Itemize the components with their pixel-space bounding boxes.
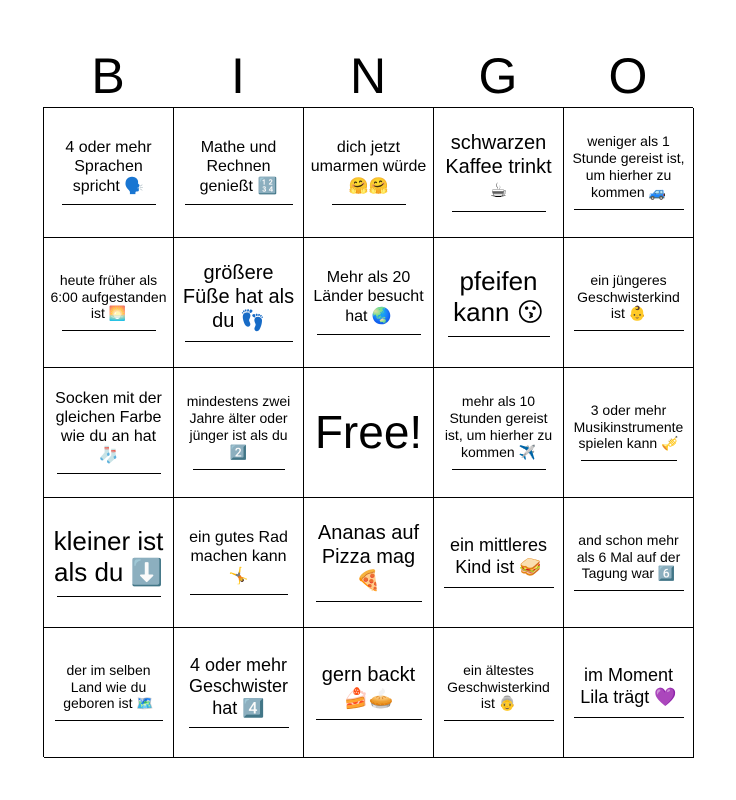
bingo-cell[interactable] <box>174 498 304 628</box>
bingo-cell[interactable] <box>44 628 174 758</box>
cell-text: Socken mit der gleichen Farbe wie du an hat 🧦 <box>55 389 162 465</box>
signature-line <box>574 590 684 591</box>
signature-line <box>55 720 163 721</box>
cell-text: kleiner ist als du ⬇️ <box>53 525 164 587</box>
bingo-cell[interactable] <box>434 238 564 368</box>
signature-line <box>57 596 161 597</box>
bingo-header <box>43 48 693 104</box>
signature-line <box>62 204 156 205</box>
cell-text: weniger als 1 Stunde gereist ist, um hierher zu kommen 🚙 <box>572 133 685 200</box>
cell-text: ein ältestes Geschwisterkind ist 👵 <box>447 661 550 712</box>
signature-line <box>57 473 161 474</box>
cell-text: ein jüngeres Geschwisterkind ist 👶 <box>577 271 680 322</box>
bingo-cell[interactable] <box>44 238 174 368</box>
header-letter-n: N <box>349 48 387 104</box>
signature-line <box>316 601 422 602</box>
bingo-cell[interactable] <box>564 498 694 628</box>
cell-text: pfeifen kann 😗 <box>453 265 544 327</box>
header-letter-o: O <box>608 48 648 104</box>
signature-line <box>574 209 684 210</box>
cell-text: Ananas auf Pizza mag 🍕 <box>317 522 420 592</box>
cell-text: mindestens zwei Jahre älter oder jünger ist als du 2️⃣ <box>186 393 291 460</box>
bingo-cell[interactable] <box>434 498 564 628</box>
cell-text: gern backt 🍰🥧 <box>321 664 416 710</box>
cell-text: Mathe und Rechnen genießt 🔢 <box>199 139 278 195</box>
signature-line <box>452 469 546 470</box>
cell-text: Mehr als 20 Länder besucht hat 🌏 <box>313 269 424 325</box>
bingo-cell[interactable] <box>434 108 564 238</box>
bingo-cell[interactable] <box>44 368 174 498</box>
bingo-cell[interactable] <box>564 238 694 368</box>
bingo-cell[interactable] <box>174 628 304 758</box>
cell-text: schwarzen Kaffee trinkt ☕ <box>445 132 552 202</box>
cell-text: 4 oder mehr Sprachen spricht 🗣️ <box>65 139 152 195</box>
signature-line <box>317 334 421 335</box>
bingo-cell[interactable] <box>174 238 304 368</box>
bingo-cell[interactable] <box>304 628 434 758</box>
bingo-grid <box>43 107 693 757</box>
header-letter-i: I <box>231 48 245 104</box>
cell-text: and schon mehr als 6 Mal auf der Tagung war 6️⃣ <box>576 531 681 582</box>
free-space[interactable] <box>304 368 434 498</box>
cell-text: der im selben Land wie du geboren ist 🗺️ <box>63 661 154 712</box>
signature-line <box>316 719 422 720</box>
cell-text: ein gutes Rad machen kann 🤸 <box>189 529 288 585</box>
bingo-cell[interactable] <box>304 238 434 368</box>
bingo-cell[interactable] <box>434 628 564 758</box>
signature-line <box>189 727 289 728</box>
bingo-cell[interactable] <box>564 108 694 238</box>
cell-text: größere Füße hat als du 👣 <box>182 262 295 332</box>
signature-line <box>444 587 554 588</box>
bingo-cell[interactable] <box>174 108 304 238</box>
bingo-cell[interactable] <box>304 108 434 238</box>
cell-text: heute früher als 6:00 aufgestanden ist 🌅 <box>50 271 167 322</box>
header-letter-b: B <box>91 48 125 104</box>
bingo-cell[interactable] <box>304 498 434 628</box>
header-letter-g: G <box>478 48 518 104</box>
cell-text: dich jetzt umarmen würde 🤗🤗 <box>310 139 427 195</box>
bingo-cell[interactable] <box>434 368 564 498</box>
bingo-cell[interactable] <box>44 498 174 628</box>
cell-text: 4 oder mehr Geschwister hat 4️⃣ <box>188 654 289 718</box>
signature-line <box>185 204 293 205</box>
cell-text: ein mittleres Kind ist 🥪 <box>449 535 548 577</box>
bingo-cell[interactable] <box>564 368 694 498</box>
signature-line <box>193 469 285 470</box>
signature-line <box>332 204 406 205</box>
free-space-label: Free! <box>314 405 423 458</box>
bingo-cell[interactable] <box>44 108 174 238</box>
signature-line <box>574 330 684 331</box>
signature-line <box>448 336 550 337</box>
signature-line <box>185 341 293 342</box>
cell-text: im Moment Lila trägt 💜 <box>580 665 677 707</box>
signature-line <box>581 460 677 461</box>
signature-line <box>62 330 156 331</box>
signature-line <box>190 594 288 595</box>
signature-line <box>452 211 546 212</box>
signature-line <box>444 720 554 721</box>
signature-line <box>574 717 684 718</box>
cell-text: 3 oder mehr Musikinstrumente spielen kann 🎺 <box>573 401 684 452</box>
bingo-cell[interactable] <box>564 628 694 758</box>
bingo-cell[interactable] <box>174 368 304 498</box>
cell-text: mehr als 10 Stunden gereist ist, um hierher zu kommen ✈️ <box>444 393 553 460</box>
